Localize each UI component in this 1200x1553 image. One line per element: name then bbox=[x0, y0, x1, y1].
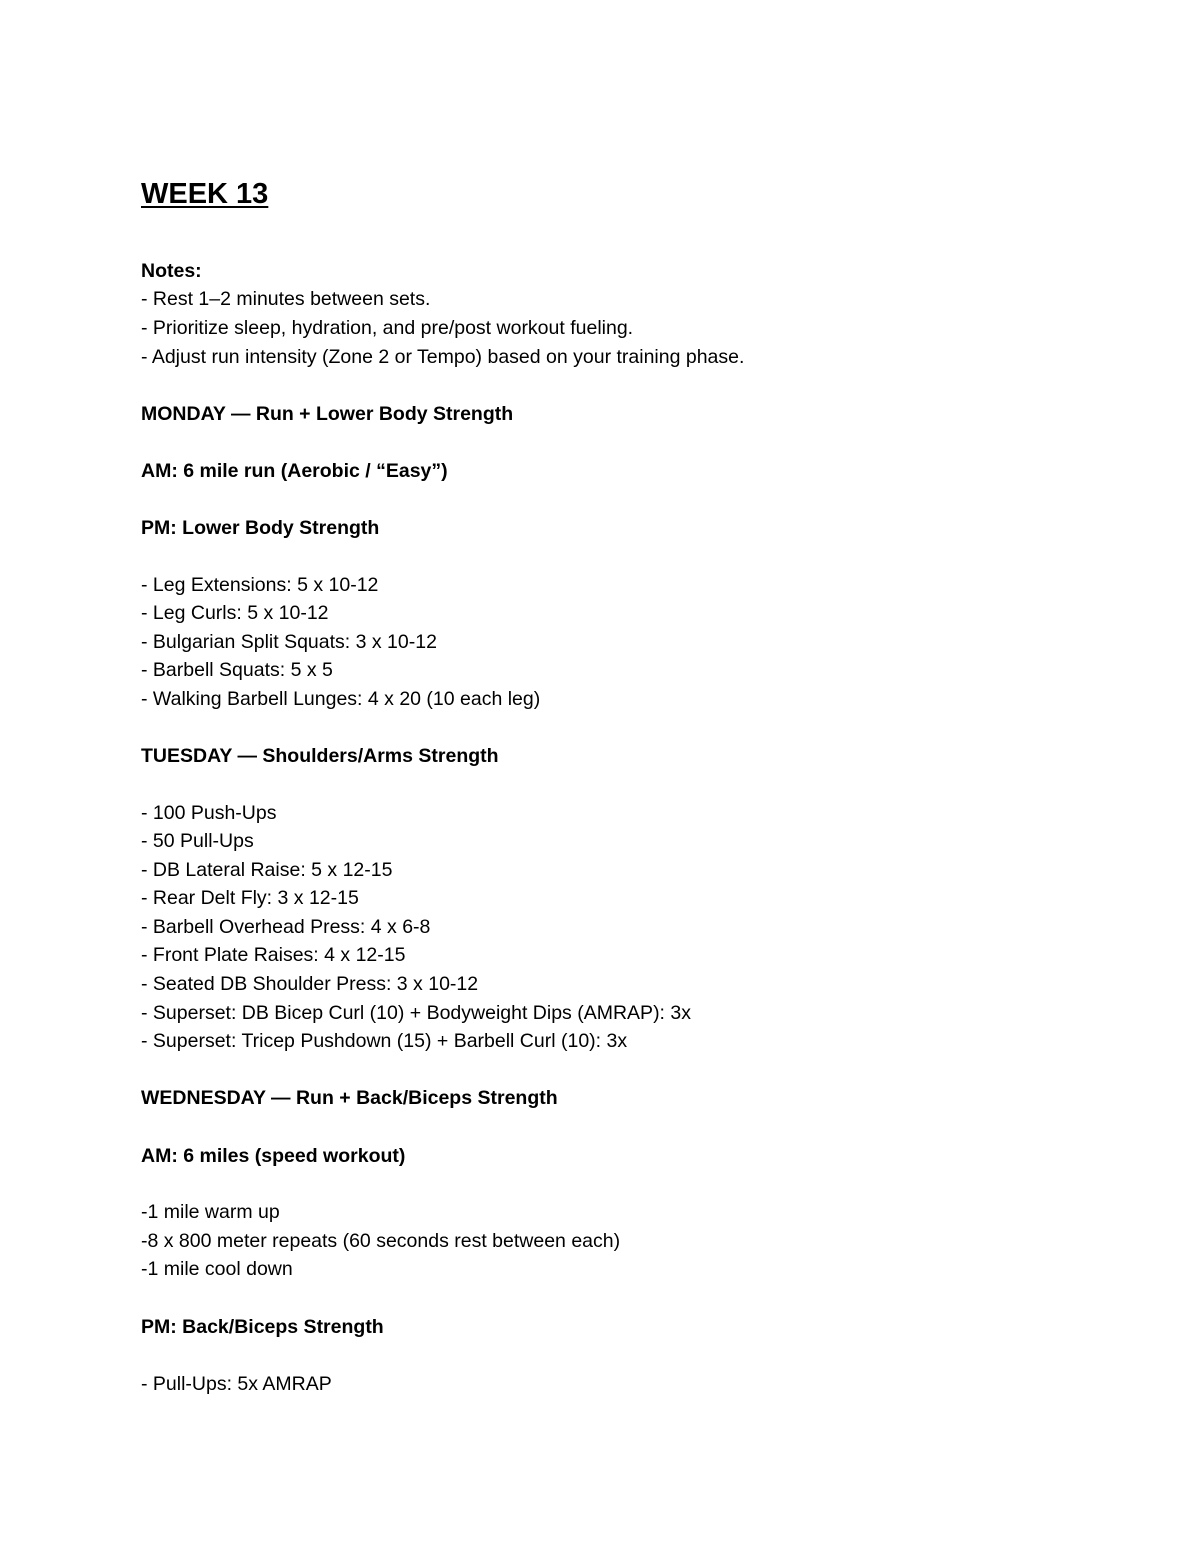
notes-heading: Notes: bbox=[141, 260, 202, 282]
monday-heading: MONDAY — Run + Lower Body Strength bbox=[141, 403, 514, 425]
run-item: -1 mile warm up bbox=[141, 1201, 280, 1223]
note-item: - Prioritize sleep, hydration, and pre/post workout fueling. bbox=[141, 317, 634, 339]
exercise-item: - Superset: DB Bicep Curl (10) + Bodyweight Dips (AMRAP): 3x bbox=[141, 1002, 691, 1024]
wednesday-heading: WEDNESDAY — Run + Back/Biceps Strength bbox=[141, 1087, 558, 1109]
exercise-item: - Rear Delt Fly: 3 x 12-15 bbox=[141, 887, 359, 909]
exercise-item: - 50 Pull-Ups bbox=[141, 830, 254, 852]
run-item: -8 x 800 meter repeats (60 seconds rest between each) bbox=[141, 1230, 621, 1252]
monday-pm: PM: Lower Body Strength bbox=[141, 517, 380, 539]
exercise-item: - Walking Barbell Lunges: 4 x 20 (10 each leg) bbox=[141, 688, 541, 710]
exercise-item: - Seated DB Shoulder Press: 3 x 10-12 bbox=[141, 973, 479, 995]
exercise-item: - Front Plate Raises: 4 x 12-15 bbox=[141, 944, 406, 966]
exercise-item: - Pull-Ups: 5x AMRAP bbox=[141, 1373, 332, 1395]
run-item: -1 mile cool down bbox=[141, 1258, 293, 1280]
page-title: WEEK 13 bbox=[141, 178, 269, 210]
tuesday-heading: TUESDAY — Shoulders/Arms Strength bbox=[141, 745, 499, 767]
note-item: - Rest 1–2 minutes between sets. bbox=[141, 288, 431, 310]
exercise-item: - Leg Curls: 5 x 10-12 bbox=[141, 602, 329, 624]
wednesday-am: AM: 6 miles (speed workout) bbox=[141, 1145, 406, 1167]
monday-am: AM: 6 mile run (Aerobic / “Easy”) bbox=[141, 460, 448, 482]
exercise-item: - DB Lateral Raise: 5 x 12-15 bbox=[141, 859, 393, 881]
exercise-item: - Superset: Tricep Pushdown (15) + Barbell Curl (10): 3x bbox=[141, 1030, 628, 1052]
exercise-item: - 100 Push-Ups bbox=[141, 802, 277, 824]
exercise-item: - Barbell Squats: 5 x 5 bbox=[141, 659, 333, 681]
exercise-item: - Leg Extensions: 5 x 10-12 bbox=[141, 574, 379, 596]
exercise-item: - Bulgarian Split Squats: 3 x 10-12 bbox=[141, 631, 437, 653]
exercise-item: - Barbell Overhead Press: 4 x 6-8 bbox=[141, 916, 431, 938]
wednesday-pm: PM: Back/Biceps Strength bbox=[141, 1316, 384, 1338]
note-item: - Adjust run intensity (Zone 2 or Tempo) based on your training phase. bbox=[141, 346, 745, 368]
